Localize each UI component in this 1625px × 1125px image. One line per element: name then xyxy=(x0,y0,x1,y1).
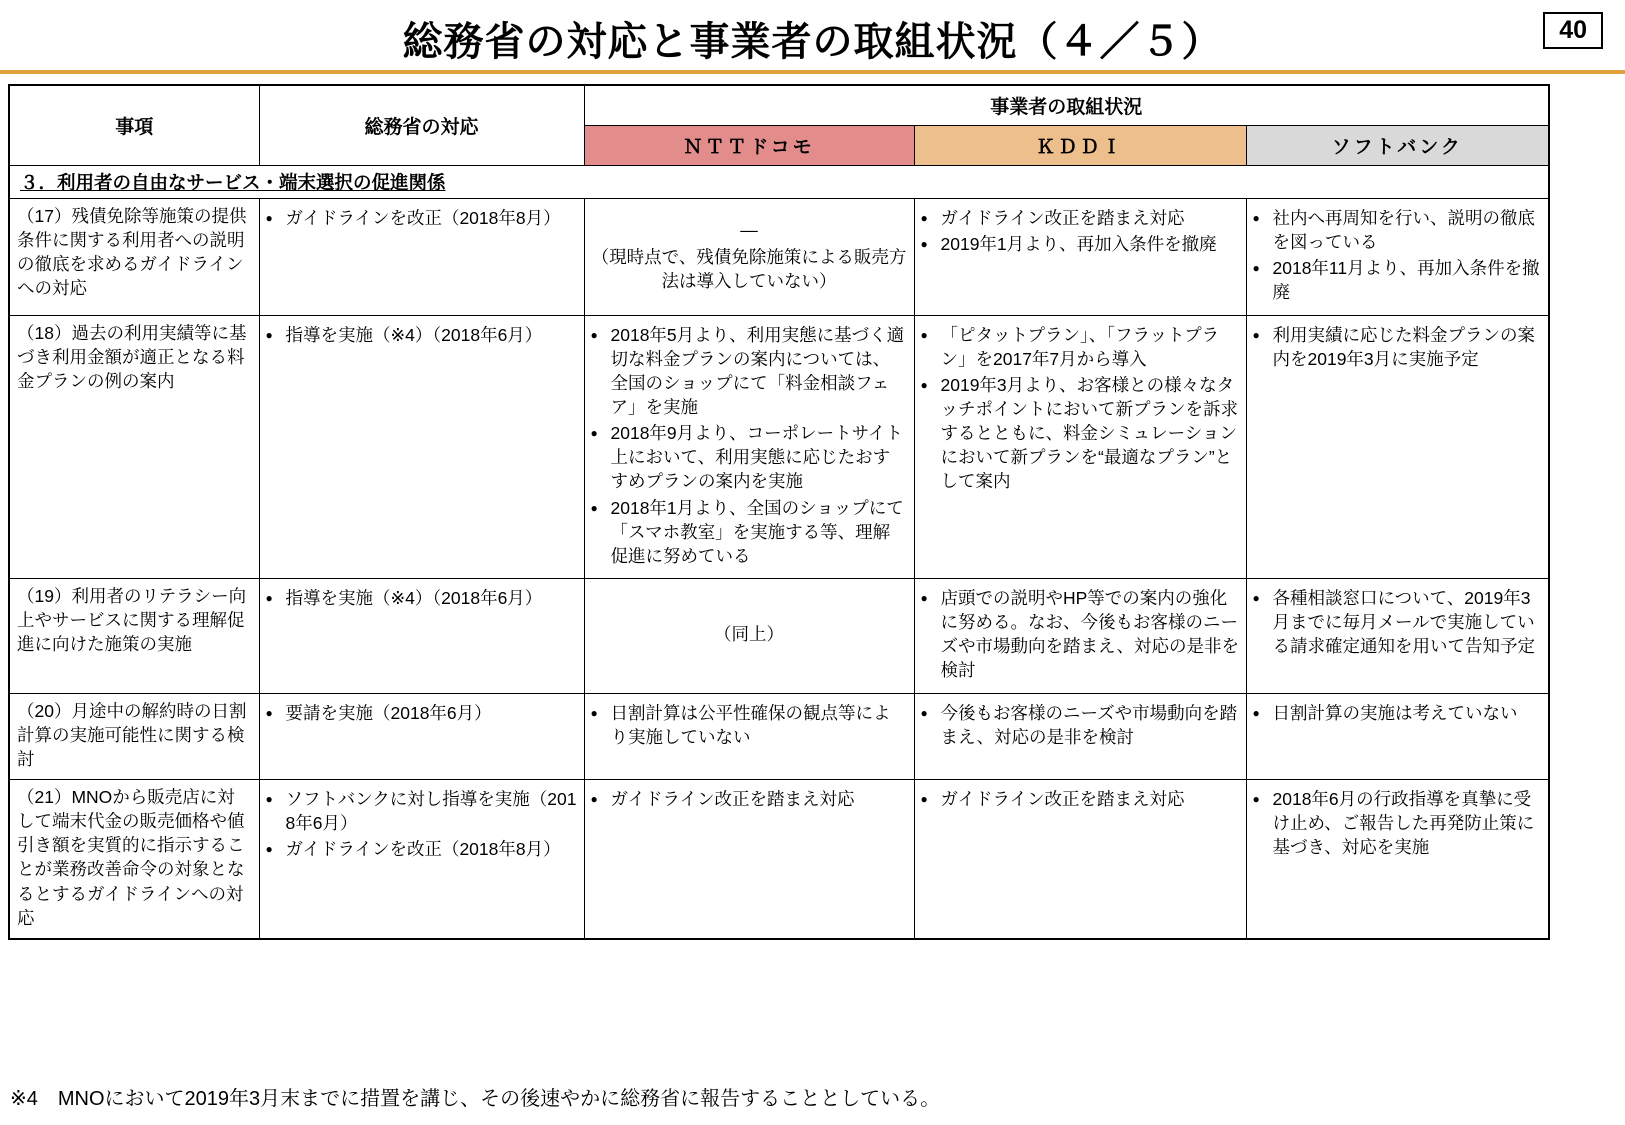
title-underline xyxy=(0,70,1625,74)
mic-cell xyxy=(259,315,584,578)
entry-text: ソフトバンクに対し指導を実施（2018年6月） xyxy=(285,788,577,834)
bullet-item xyxy=(266,586,578,610)
bullet-item xyxy=(266,206,578,230)
text-line: ― xyxy=(740,219,758,240)
bullet-icon: ● xyxy=(920,590,928,605)
status-table xyxy=(8,84,1550,940)
docomo-cell xyxy=(584,199,914,316)
item-cell: （20）月途中の解約時の日割計算の実施可能性に関する検討 xyxy=(9,693,259,779)
bullet-icon: ● xyxy=(1252,327,1260,342)
entry-text: 2018年1月より、全国のショップにて「スマホ教室」を実施する等、理解促進に努めている xyxy=(610,497,904,566)
table-row xyxy=(9,693,1549,779)
entry-text: 店頭での説明やHP等での案内の強化に努める。なお、今後もお客様のニーズや市場動向を踏まえ、対応の是非を検討 xyxy=(940,587,1240,681)
docomo-cell xyxy=(584,693,914,779)
bullet-icon: ● xyxy=(920,791,928,806)
bullet-item xyxy=(266,787,578,835)
softbank-cell xyxy=(1246,779,1549,938)
entry-text: ガイドライン改正を踏まえ対応 xyxy=(610,788,855,809)
col-header-mic: 総務省の対応 xyxy=(259,85,584,166)
item-cell: （18）過去の利用実績等に基づき利用金額が適正となる料金プランの例の案内 xyxy=(9,315,259,578)
entry-text: 2019年3月より、お客様との様々なタッチポイントにおいて新プランを訴求するとともに、料金シミュレーションにおいて新プランを“最適なプラン”として案内 xyxy=(940,374,1238,492)
bullet-item xyxy=(591,787,908,811)
col-header-docomo: ＮＴＴドコモ xyxy=(584,126,914,166)
table-head xyxy=(9,85,1549,166)
bullet-icon: ● xyxy=(1252,261,1260,276)
entry-text: 各種相談窓口について、2019年3月までに毎月メールで実施している請求確定通知を用いて告知予定 xyxy=(1272,587,1535,657)
docomo-cell xyxy=(584,315,914,578)
bullet-item xyxy=(921,586,1240,683)
entry-text: 利用実績に応じた料金プランの案内を2019年3月に実施予定 xyxy=(1272,324,1535,369)
bullet-item xyxy=(266,701,578,725)
entry-text: 日割計算は公平性確保の観点等により実施していない xyxy=(610,702,891,747)
section-row xyxy=(9,166,1549,199)
bullet-icon: ● xyxy=(1252,791,1260,806)
bullet-icon: ● xyxy=(590,426,598,441)
slide-header xyxy=(0,0,1625,68)
entry-text: 指導を実施（※4）（2018年6月） xyxy=(285,324,543,345)
bullet-item xyxy=(1253,701,1543,725)
bullet-icon: ● xyxy=(265,791,273,806)
entry-text: 2019年1月より、再加入条件を撤廃 xyxy=(940,234,1217,255)
table-row xyxy=(9,779,1549,938)
bullet-icon: ● xyxy=(265,590,273,605)
bullet-item xyxy=(921,232,1240,256)
entry-text: 「ピタットプラン」、「フラットプラン」を2017年7月から導入 xyxy=(940,324,1220,369)
kddi-cell xyxy=(914,315,1246,578)
entry-text: 2018年6月の行政指導を真摯に受け止め、ご報告した再発防止策に基づき、対応を実施 xyxy=(1272,788,1535,858)
entry-text: ガイドラインを改正（2018年8月） xyxy=(285,839,561,860)
docomo-cell xyxy=(584,578,914,693)
bullet-icon: ● xyxy=(590,327,598,342)
text-line: （現時点で、残債免除施策による販売方法は導入していない） xyxy=(591,246,907,291)
bullet-icon: ● xyxy=(590,791,598,806)
bullet-item xyxy=(921,323,1240,371)
bullet-icon: ● xyxy=(920,327,928,342)
table-row xyxy=(9,578,1549,693)
entry-text: ガイドライン改正を踏まえ対応 xyxy=(940,788,1185,809)
bullet-item xyxy=(1253,323,1543,371)
docomo-cell xyxy=(584,779,914,938)
softbank-cell xyxy=(1246,315,1549,578)
bullet-item xyxy=(921,787,1240,811)
mic-cell xyxy=(259,693,584,779)
bullet-item xyxy=(1253,256,1543,304)
bullet-item xyxy=(591,701,908,749)
bullet-icon: ● xyxy=(590,705,598,720)
page-title: 総務省の対応と事業者の取組状況（４／５） xyxy=(402,20,1223,64)
section-header-text: ３．利用者の自由なサービス・端末選択の促進関係 xyxy=(20,172,446,193)
bullet-item xyxy=(1253,787,1543,859)
mic-cell xyxy=(259,578,584,693)
table-row xyxy=(9,315,1549,578)
bullet-icon: ● xyxy=(920,211,928,225)
bullet-icon: ● xyxy=(920,705,928,720)
entry-text: 指導を実施（※4）（2018年6月） xyxy=(285,587,543,608)
bullet-item xyxy=(1253,206,1543,254)
entry-text: 2018年9月より、コーポレートサイト上において、利用実態に応じたおすすめプランの案内を実施 xyxy=(610,423,903,492)
bullet-icon: ● xyxy=(920,377,928,392)
kddi-cell xyxy=(914,199,1246,316)
bullet-icon: ● xyxy=(590,500,598,515)
bullet-icon: ● xyxy=(265,705,273,720)
entry-text: ガイドライン改正を踏まえ対応 xyxy=(940,208,1185,228)
footnote: ※4 MNOにおいて2019年3月末までに措置を講じ、その後速やかに総務省に報告することとしている。 xyxy=(10,1088,941,1110)
table-body xyxy=(9,166,1549,939)
bullet-icon: ● xyxy=(265,842,273,857)
header-row-top xyxy=(9,85,1549,126)
col-header-operators-group: 事業者の取組状況 xyxy=(584,85,1549,126)
bullet-item xyxy=(591,421,908,493)
bullet-item xyxy=(591,496,908,568)
item-cell: （17）残債免除等施策の提供条件に関する利用者への説明の徹底を求めるガイドラインへの対応 xyxy=(9,199,259,316)
bullet-icon: ● xyxy=(1252,705,1260,720)
entry-text: 日割計算の実施は考えていない xyxy=(1272,702,1518,723)
entry-text: 今後もお客様のニーズや市場動向を踏まえ、対応の是非を検討 xyxy=(940,702,1238,747)
softbank-cell xyxy=(1246,693,1549,779)
entry-text: 要請を実施（2018年6月） xyxy=(285,702,492,723)
bullet-item xyxy=(266,837,578,861)
softbank-cell xyxy=(1246,199,1549,316)
table-row xyxy=(9,199,1549,316)
mic-cell xyxy=(259,199,584,316)
bullet-item xyxy=(1253,586,1543,658)
bullet-icon: ● xyxy=(265,327,273,342)
kddi-cell xyxy=(914,779,1246,938)
kddi-cell xyxy=(914,578,1246,693)
bullet-item xyxy=(266,323,578,347)
text-line: （同上） xyxy=(714,624,784,645)
item-cell: （19）利用者のリテラシー向上やサービスに関する理解促進に向けた施策の実施 xyxy=(9,578,259,693)
softbank-cell xyxy=(1246,578,1549,693)
bullet-icon: ● xyxy=(920,237,928,252)
bullet-item xyxy=(591,323,908,420)
bullet-item xyxy=(921,701,1240,749)
entry-text: 2018年5月より、利用実態に基づく適切な料金プランの案内については、全国のショップにて「料金相談フェア」を実施 xyxy=(610,324,905,417)
page-number-badge: 40 xyxy=(1543,12,1603,49)
bullet-item xyxy=(921,373,1240,494)
bullet-icon: ● xyxy=(1252,590,1260,605)
col-header-item: 事項 xyxy=(9,85,259,166)
item-cell: （21）MNOから販売店に対して端末代金の販売価格や値引き額を実質的に指示することが業務改善命令の対象となるとするガイドラインへの対応 xyxy=(9,779,259,938)
col-header-kddi: ＫＤＤＩ xyxy=(914,126,1246,166)
entry-text: 社内へ再周知を行い、説明の徹底を図っている xyxy=(1272,208,1535,253)
kddi-cell xyxy=(914,693,1246,779)
section-header-cell xyxy=(9,166,1549,199)
bullet-item xyxy=(921,206,1240,230)
entry-text: 2018年11月より、再加入条件を撤廃 xyxy=(1272,258,1540,303)
bullet-icon: ● xyxy=(265,211,273,225)
mic-cell xyxy=(259,779,584,938)
entry-text: ガイドラインを改正（2018年8月） xyxy=(285,208,561,228)
bullet-icon: ● xyxy=(1252,211,1260,225)
col-header-softbank: ソフトバンク xyxy=(1246,126,1549,166)
